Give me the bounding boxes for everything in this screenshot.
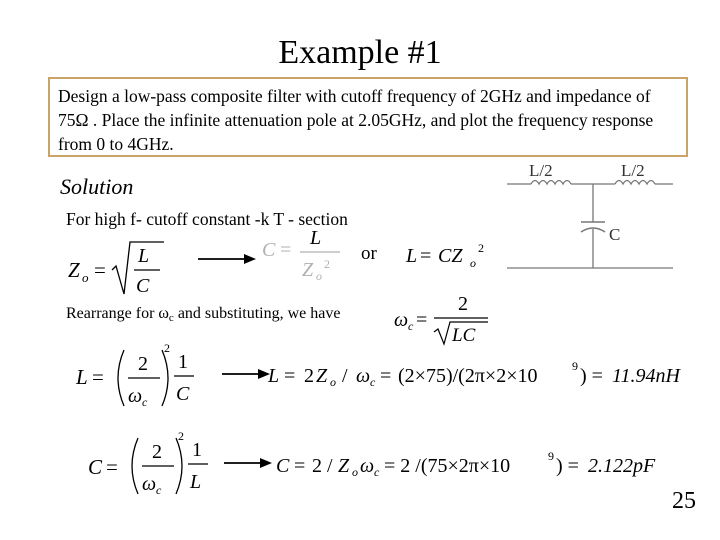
svg-text:=: = <box>294 455 306 477</box>
c-equation-gray <box>258 222 348 284</box>
svg-text:ω: ω <box>394 309 409 331</box>
high-f-cutoff-text: For high f- cutoff constant -k T - section <box>66 209 348 229</box>
svg-text:9: 9 <box>548 449 554 463</box>
svg-text:L: L <box>76 365 88 389</box>
problem-text: Design a low-pass composite filter with cutoff frequency of 2GHz and impedance of 75Ω . Place the infinite attenuation pole at 2.05GHz, and plot the frequency response from 0 to 4GHz. <box>58 86 654 154</box>
svg-text:C: C <box>176 383 190 405</box>
svg-text:2: 2 <box>324 257 330 271</box>
svg-text:L: L <box>138 245 150 267</box>
svg-text:o: o <box>316 269 322 283</box>
svg-text:=: = <box>106 455 118 479</box>
arrow-icon <box>222 456 274 470</box>
svg-text:o: o <box>352 465 358 479</box>
svg-text:=: = <box>94 258 106 282</box>
t-section-circuit <box>505 156 675 274</box>
svg-text:=: = <box>284 365 296 387</box>
svg-text:=: = <box>420 245 432 267</box>
svg-text:L: L <box>268 365 280 387</box>
svg-text:Z: Z <box>302 259 314 281</box>
svg-text:2: 2 <box>458 293 468 315</box>
svg-text:(2×75)/(2π×2×10: (2×75)/(2π×2×10 <box>398 365 538 387</box>
svg-text:2: 2 <box>478 241 484 255</box>
svg-text:= 2 /(75×2π×10: = 2 /(75×2π×10 <box>384 455 511 477</box>
svg-text:ω: ω <box>360 455 375 477</box>
svg-text:Z: Z <box>68 258 80 282</box>
svg-text:c: c <box>374 465 380 479</box>
svg-text:c: c <box>156 483 162 497</box>
arrow-icon <box>196 252 258 266</box>
svg-text:) =: ) = <box>556 455 579 477</box>
l-formula <box>72 338 202 412</box>
circuit-label-l1: L/2 <box>529 161 553 180</box>
arrow-icon <box>220 367 272 381</box>
rearrange-text-sub: c <box>168 312 174 324</box>
l-result-value: 11.94nH <box>612 365 680 387</box>
l-result-equation <box>266 356 706 392</box>
svg-text:=: = <box>280 239 292 261</box>
svg-text:c: c <box>370 375 376 389</box>
svg-text:2: 2 <box>152 441 162 463</box>
omega-c-equation <box>392 290 492 346</box>
svg-text:2: 2 <box>164 341 170 355</box>
svg-text:C: C <box>262 239 276 261</box>
svg-text:Z: Z <box>316 365 328 387</box>
svg-text:9: 9 <box>572 359 578 373</box>
svg-text:o: o <box>470 256 476 270</box>
svg-text:1: 1 <box>192 439 202 461</box>
svg-text:/: / <box>342 365 348 387</box>
svg-text:L: L <box>310 227 322 249</box>
svg-text:=: = <box>416 309 428 331</box>
svg-text:o: o <box>82 270 89 285</box>
page-title: Example #1 <box>278 34 442 71</box>
rearrange-text <box>66 305 340 324</box>
svg-text:C: C <box>136 275 150 297</box>
or-text: or <box>361 243 377 264</box>
svg-text:=: = <box>92 365 104 389</box>
svg-text:C: C <box>88 455 103 479</box>
zo-equation <box>64 232 164 300</box>
l-equation <box>404 236 504 272</box>
svg-text:ω: ω <box>142 473 157 495</box>
svg-text:LC: LC <box>452 325 476 346</box>
svg-text:C: C <box>276 455 290 477</box>
svg-text:L: L <box>406 245 418 267</box>
svg-text:2: 2 <box>138 353 148 375</box>
c-result-value: 2.122pF <box>588 455 656 477</box>
svg-text:) =: ) = <box>580 365 603 387</box>
svg-text:ω: ω <box>356 365 371 387</box>
solution-label: Solution <box>60 174 134 199</box>
page-number: 25 <box>672 488 696 514</box>
svg-text:c: c <box>142 395 148 409</box>
svg-text:1: 1 <box>178 351 188 373</box>
svg-text:CZ: CZ <box>438 245 463 267</box>
svg-text:2: 2 <box>178 429 184 443</box>
svg-text:Z: Z <box>338 455 350 477</box>
c-formula <box>86 426 216 500</box>
svg-text:o: o <box>330 375 336 389</box>
problem-statement-box <box>48 77 688 157</box>
svg-text:2 /: 2 / <box>312 455 333 477</box>
rearrange-text-start: Rearrange for ω <box>66 305 169 322</box>
c-result-equation <box>274 446 674 482</box>
rearrange-text-end: and substituting, we have <box>173 305 341 322</box>
svg-text:L: L <box>190 471 202 493</box>
svg-text:=: = <box>380 365 392 387</box>
circuit-label-l2: L/2 <box>621 161 645 180</box>
circuit-label-c: C <box>609 225 621 244</box>
svg-text:ω: ω <box>128 385 143 407</box>
svg-text:2: 2 <box>304 365 314 387</box>
svg-text:c: c <box>408 319 414 333</box>
